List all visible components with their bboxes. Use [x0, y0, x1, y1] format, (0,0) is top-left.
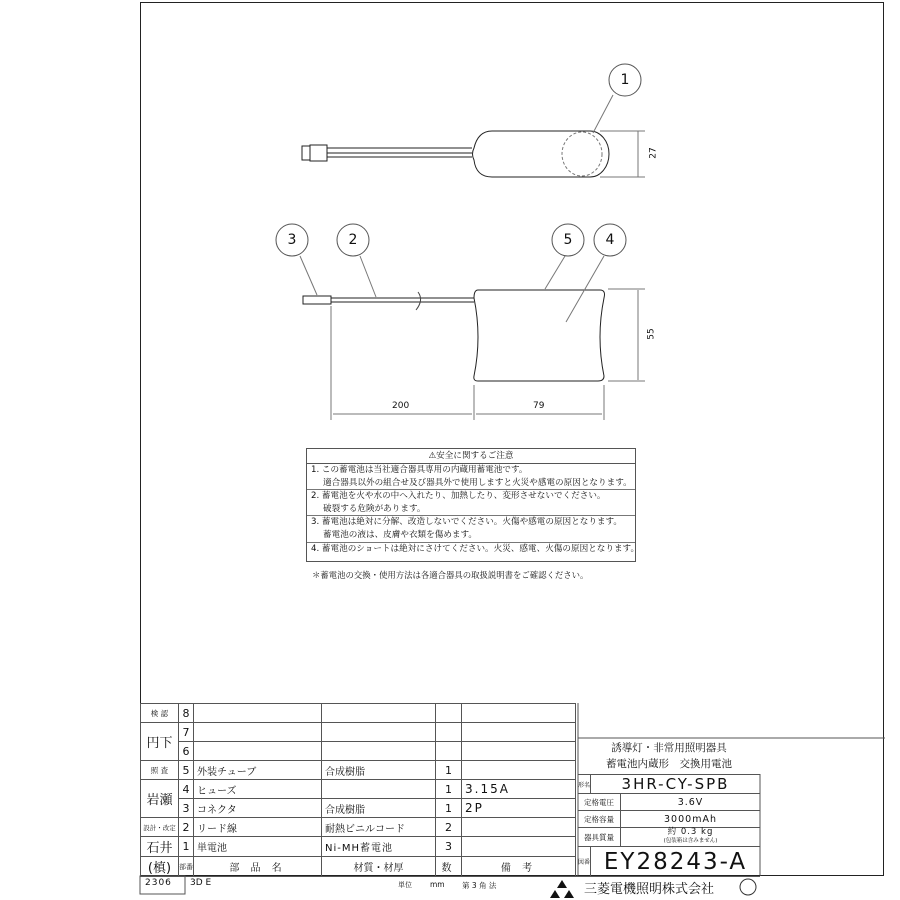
notice-line: 蓄電池の液は、皮膚や衣類を傷めます。 — [307, 529, 635, 543]
table-row — [141, 742, 576, 761]
balloon-4: 4 — [605, 232, 615, 248]
drawing-no-label: 図番 — [578, 847, 591, 876]
notice-footnote: ＊蓄電池の交換・使用方法は各適合器具の取扱説明書をご確認ください。 — [312, 570, 589, 580]
dim-27: 27 — [648, 147, 659, 159]
balloons — [276, 64, 641, 256]
header-remark: 備 考 — [462, 857, 576, 877]
notice-line: 4. 蓄電池のショートは絶対にさけてください。火災、感電、火傷の原因となります。 — [311, 543, 640, 554]
notice-line: 3. 蓄電池は絶対に分解、改造しないでください。火傷や感電の原因となります。 — [311, 517, 623, 528]
part-qty: 2 — [436, 818, 462, 837]
balloon-1: 1 — [620, 72, 630, 88]
approval-label: 石井 — [141, 837, 179, 857]
dim-79: 79 — [533, 401, 545, 411]
notice-line: 破裂する危険があります。 — [307, 503, 635, 517]
company-name: 三菱電機照明株式会社 — [584, 882, 715, 897]
balloon-5: 5 — [563, 232, 573, 248]
drawing-no-row — [578, 846, 760, 876]
approval-label: 照 査 — [141, 761, 179, 780]
table-row — [141, 818, 576, 837]
table-row — [141, 837, 576, 857]
part-qty: 1 — [436, 761, 462, 780]
header-qty: 数 — [436, 857, 462, 877]
header-material: 材質・材厚 — [322, 857, 436, 877]
table-header — [141, 857, 576, 877]
voltage-row — [578, 793, 760, 810]
part-name: リード線 — [194, 818, 322, 837]
mass-label: 器具質量 — [578, 828, 621, 846]
part-no: 3 — [179, 799, 194, 818]
dim-200: 200 — [392, 401, 410, 411]
part-no: 5 — [179, 761, 194, 780]
capacity-value: 3000mAh — [664, 813, 717, 825]
table-row — [141, 799, 576, 818]
part-no: 6 — [179, 742, 194, 761]
notice-line: 適合器具以外の組合せ及び器具外で使用しますと火災や感電の原因となります。 — [307, 477, 635, 491]
table-row — [141, 723, 576, 742]
product-subtitle: 蓄電池内蔵形 交換用電池 — [606, 758, 732, 770]
table-row — [141, 780, 576, 799]
warning-icon: ⚠ — [428, 451, 437, 461]
cad-code: 3D E — [190, 878, 212, 888]
battery-top — [473, 131, 610, 177]
model-label: 形名 — [578, 775, 591, 793]
top-view — [302, 95, 645, 177]
part-name: 単電池 — [194, 837, 322, 857]
capacity-row — [578, 810, 760, 827]
part-name: 外装チューブ — [194, 761, 322, 780]
company-logo — [550, 880, 574, 898]
side-view — [300, 256, 645, 420]
notice-title: 安全に関するご注意 — [436, 451, 514, 461]
part-qty: 3 — [436, 837, 462, 857]
approval-label: 岩瀬 — [141, 780, 179, 818]
part-name: ヒューズ — [194, 780, 322, 799]
part-qty: 1 — [436, 799, 462, 818]
approval-label: 設計・改定 — [141, 818, 179, 837]
notice-line: 2. 蓄電池を火や水の中へ入れたり、加熱したり、変形させないでください。 — [311, 491, 606, 502]
part-no: 8 — [179, 704, 194, 723]
battery-side — [474, 290, 605, 381]
safety-notice — [306, 448, 640, 562]
part-name: コネクタ — [194, 799, 322, 818]
part-material: 合成樹脂 — [322, 761, 436, 780]
approval-label: 円下 — [141, 723, 179, 761]
capacity-label: 定格容量 — [578, 811, 621, 827]
approval-label: 検 認 — [141, 704, 179, 723]
voltage-value: 3.6V — [677, 796, 704, 808]
product-category: 誘導灯・非常用照明器具 — [611, 742, 727, 754]
revision-code: 2306 — [145, 878, 172, 888]
part-no: 1 — [179, 837, 194, 857]
part-no: 7 — [179, 723, 194, 742]
unit-label: 単位 — [398, 881, 412, 889]
dim-55: 55 — [646, 328, 657, 340]
notice-line: 1. この蓄電池は当社適合器具専用の内蔵用蓄電池です。 — [311, 465, 528, 475]
projection-method: 第 3 角 法 — [462, 881, 497, 890]
drawing-number: EY28243-A — [603, 848, 748, 875]
header-no: 部番 — [179, 857, 194, 877]
balloon-3: 3 — [287, 232, 297, 248]
table-row — [141, 704, 576, 723]
part-material: 合成樹脂 — [322, 799, 436, 818]
part-no: 4 — [179, 780, 194, 799]
part-material: 耐熱ビニルコード — [322, 818, 436, 837]
unit-value: mm — [430, 880, 445, 889]
voltage-label: 定格電圧 — [578, 794, 621, 810]
mass-value: 約 0.3 kg — [667, 827, 714, 837]
approval-label: (槙) — [141, 857, 179, 877]
part-remark: 3.15A — [462, 780, 576, 799]
mass-note: (包装箱は含みません) — [663, 838, 718, 844]
header-name: 部 品 名 — [194, 857, 322, 877]
mass-row — [578, 827, 760, 846]
parts-table — [140, 703, 576, 877]
model-number: 3HR-CY-SPB — [621, 775, 730, 793]
part-no: 2 — [179, 818, 194, 837]
table-row — [141, 761, 576, 780]
model-row — [578, 774, 760, 793]
part-remark: 2P — [462, 799, 576, 818]
connector-top — [302, 146, 310, 160]
part-qty: 1 — [436, 780, 462, 799]
part-material: Ni-MH蓄電池 — [322, 837, 436, 857]
balloon-2: 2 — [348, 232, 358, 248]
